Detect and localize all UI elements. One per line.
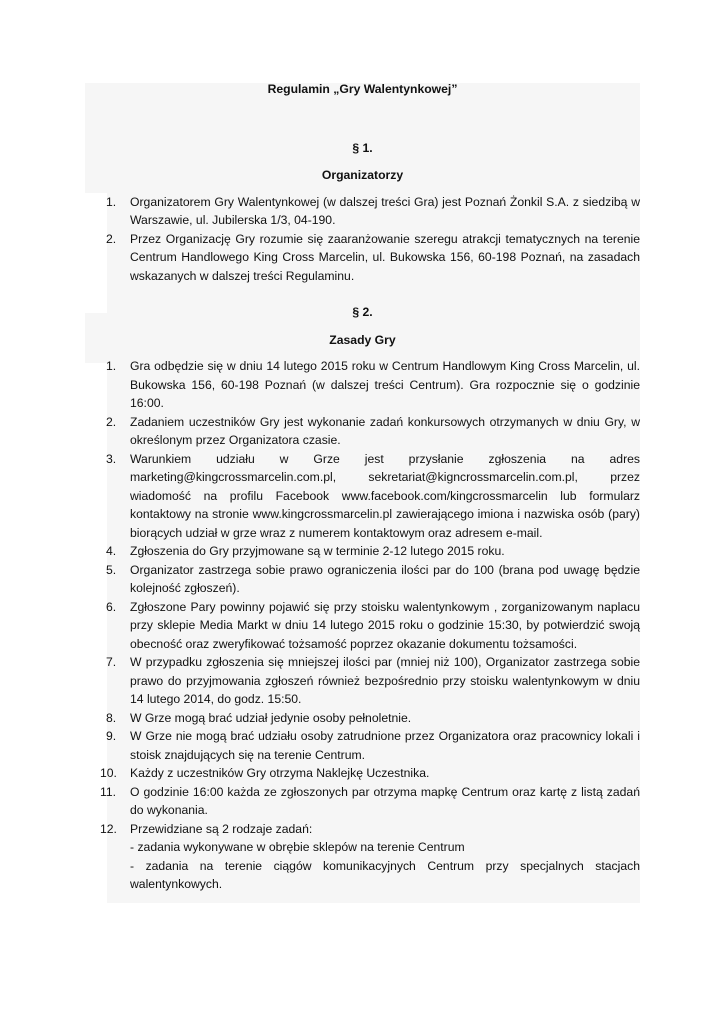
list-item-number: 9. (106, 729, 117, 743)
list-item-text: Organizatorem Gry Walentynkowej (w dalszej treści Gra) jest Poznań Żonkil S.A. z siedzibą w Warszawie, ul. Jubilerska 1/3, 04-190. (130, 194, 640, 227)
list-item-number: 5. (106, 562, 117, 577)
section1-number: § 1. (352, 140, 373, 155)
list-item-text: W przypadku zgłoszenia się mniejszej ilości par (mniej niż 100), Organizator zastrzega sobie prawo do przyjmowania zgłoszeń również bezpośrednio przy stoisku walentynkowym w dniu 14 lutego 2014, do godz. 15:50. (130, 655, 640, 706)
list-item-number: 3. (106, 451, 117, 466)
list-item (85, 598, 640, 654)
document-title: Regulamin „Gry Walentynkowej” (267, 82, 458, 96)
list-item (85, 653, 640, 709)
list-item-text: Każdy z uczestników Gry otrzyma Naklejkę Uczestnika. (130, 766, 430, 780)
list-item-number: 1. (106, 194, 117, 209)
list-item-number: 11. (100, 784, 117, 799)
list-item-number: 10. (100, 766, 117, 780)
list-item (85, 820, 640, 894)
list-item-text: Przez Organizację Gry rozumie się zaaranżowanie szeregu atrakcji tematycznych na terenie Centrum Handlowego King Cross Marcelin, ul. Bukowska 156, 60-198 Poznań, na zasadach wskazanych w dalszej treści Regulaminu. (130, 231, 640, 283)
list-item-text: O godzinie 16:00 każda ze zgłoszonych par otrzyma mapkę Centrum oraz kartę z listą zadań do wykonania. (130, 784, 640, 817)
list-item-number: 4. (106, 544, 117, 558)
list-item-text: Zgłoszone Pary powinny pojawić się przy stoisku walentynkowym , zorganizowanym naplacu przy sklepie Media Markt w dniu 14 lutego 2015 roku o godzinie 15:30, by potwierdzić swoją obecność oraz zweryfikować tożsamość poprzez okazanie dokumentu tożsamości. (130, 599, 640, 651)
sub-item-text: - zadania wykonywane w obrębie sklepów na terenie Centrum (130, 840, 465, 854)
section2-heading: Zasady Gry (329, 332, 396, 347)
list-item-number: 1. (106, 359, 117, 373)
section2-list (85, 357, 640, 894)
section1-list (85, 193, 640, 286)
list-item-number: 2. (106, 231, 117, 246)
list-item (85, 783, 640, 820)
list-item (85, 357, 640, 413)
section1-heading: Organizatorzy (321, 168, 404, 182)
list-item (85, 230, 640, 286)
list-item-text: Przewidziane są 2 rodzaje zadań: (130, 821, 313, 836)
list-item (85, 727, 640, 764)
list-item-text: Organizator zastrzega sobie prawo ograniczenia ilości par do 100 (brana pod uwagę będzie kolejność zgłoszeń). (130, 562, 640, 595)
list-item (85, 561, 640, 598)
list-item-number: 12. (100, 821, 117, 836)
section2-number: § 2. (352, 305, 373, 319)
list-item-number: 7. (106, 655, 117, 669)
list-item-text: Zgłoszenia do Gry przyjmowane są w terminie 2-12 lutego 2015 roku. (130, 544, 505, 558)
list-item-text: Warunkiem udziału w Grze jest przysłanie zgłoszenia na adres marketing@kingcrossmarcelin.com.pl, sekretariat@kigncrossmarcelin.com.pl, przez wiadomość na profilu Facebook www.facebook.com/kingcrossmarcelin lub formularz kontaktowy na stronie www.kingcrossmarcelin.pl zawierającego imiona i nazwiska osób (pary) biorących udział w grze wraz z numerem kontaktowym oraz adresem e-mail. (130, 451, 640, 540)
list-item-number: 6. (106, 599, 117, 614)
list-item (85, 413, 640, 450)
document-body (85, 80, 640, 894)
list-item-number: 2. (106, 414, 117, 429)
list-item (85, 193, 640, 230)
list-item (85, 709, 640, 728)
list-item-text: W Grze mogą brać udział jedynie osoby pełnoletnie. (130, 710, 412, 725)
list-item-number: 8. (106, 710, 117, 725)
list-item (85, 542, 640, 561)
list-item-text: Gra odbędzie się w dniu 14 lutego 2015 roku w Centrum Handlowym King Cross Marcelin, ul. Bukowska 156, 60-198 Poznań (w dalszej treści Centrum). Gra rozpocznie się o godzinie 16:00. (130, 359, 640, 410)
sub-item-text: - zadania na terenie ciągów komunikacyjnych Centrum przy specjalnych stacjach walentynkowych. (130, 858, 640, 891)
list-item (85, 764, 640, 783)
list-item (85, 450, 640, 543)
list-item-text: W Grze nie mogą brać udziału osoby zatrudnione przez Organizatora oraz pracownicy lokali i stoisk znajdujących się na terenie Centrum. (130, 729, 640, 762)
list-item-text: Zadaniem uczestników Gry jest wykonanie zadań konkursowych otrzymanych w dniu Gry, w określonym przez Organizatora czasie. (130, 414, 640, 447)
